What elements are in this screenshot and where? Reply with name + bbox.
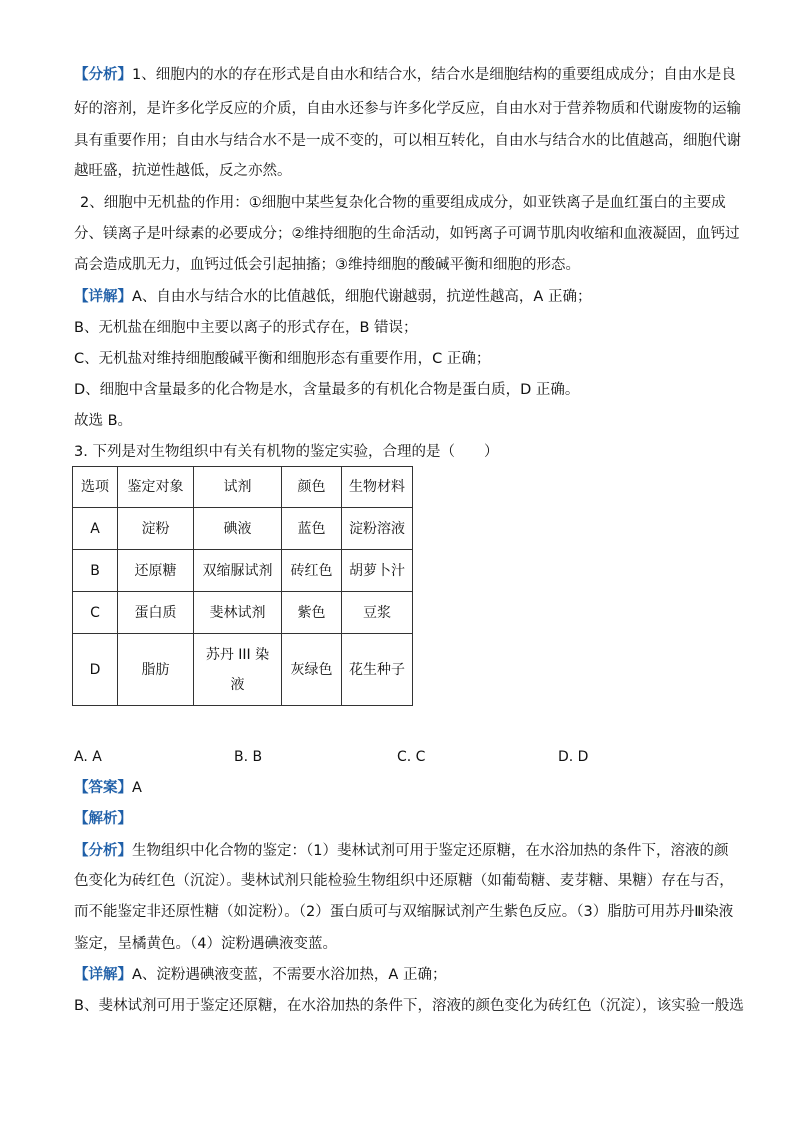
table-cell: 蛋白质 <box>118 592 194 634</box>
conclusion-line: 故选 B。 <box>74 413 133 429</box>
table-cell: 脂肪 <box>118 634 194 706</box>
analysis-label: 【分析】 <box>74 67 132 83</box>
header-option: 选项 <box>73 467 118 508</box>
question-stem: 3. 下列是对生物组织中有关有机物的鉴定实验，合理的是（ ） <box>74 444 499 460</box>
analysis2-line-2: 色变化为砖红色（沉淀）。斐林试剂只能检验生物组织中还原糖（如葡萄糖、麦芽糖、果糖）存在与否， <box>74 873 734 889</box>
analysis2-line-4: 鉴定，呈橘黄色。（4）淀粉遇碘液变蓝。 <box>74 936 337 952</box>
analysis2-label: 【分析】 <box>74 843 132 859</box>
table-cell: 碘液 <box>194 508 282 550</box>
table-cell: 苏丹 III 染 液 <box>194 634 282 706</box>
table-cell: 蓝色 <box>282 508 342 550</box>
analysis-line-4: 越旺盛，抗逆性越低，反之亦然。 <box>74 163 292 179</box>
analysis2-line-1: 【分析】生物组织中化合物的鉴定：（1）斐林试剂可用于鉴定还原糖，在水浴加热的条件下，溶液的颜 <box>74 843 729 859</box>
option-c: C. C <box>397 749 426 765</box>
table-cell: 砖红色 <box>282 550 342 592</box>
table-cell: 胡萝卜汁 <box>342 550 413 592</box>
table-cell: 双缩脲试剂 <box>194 550 282 592</box>
analysis-line-2: 好的溶剂，是许多化学反应的介质，自由水还参与许多化学反应，自由水对于营养物质和代谢废物的运输 <box>74 101 741 117</box>
detail2-label: 【详解】 <box>74 967 132 983</box>
table-cell: 斐林试剂 <box>194 592 282 634</box>
header-reagent: 试剂 <box>194 467 282 508</box>
table-cell: B <box>73 550 118 592</box>
table-cell: 豆浆 <box>342 592 413 634</box>
header-target: 鉴定对象 <box>118 467 194 508</box>
analysis2-line-3: 而不能鉴定非还原性糖（如淀粉）。（2）蛋白质可与双缩脲试剂产生紫色反应。（3）脂肪可用苏丹Ⅲ染液 <box>74 904 734 920</box>
detail-line-1: 【详解】A、自由水与结合水的比值越低，细胞代谢越弱，抗逆性越高，A 正确； <box>74 289 592 305</box>
question-table <box>72 466 413 706</box>
table-cell: 灰绿色 <box>282 634 342 706</box>
option-a: A. A <box>74 749 102 765</box>
detail2-line-1: 【详解】A、淀粉遇碘液变蓝，不需要水浴加热，A 正确； <box>74 967 447 983</box>
answer-line <box>74 779 724 797</box>
analysis-para2-line-3: 高会造成肌无力，血钙过低会引起抽搐；③维持细胞的酸碱平衡和细胞的形态。 <box>74 257 580 273</box>
explain-label: 【解析】 <box>74 811 132 827</box>
table-row <box>73 592 413 634</box>
detail2-line-2: B、斐林试剂可用于鉴定还原糖，在水浴加热的条件下，溶液的颜色变化为砖红色（沉淀），该实验一般选 <box>74 998 744 1014</box>
table-cell: 紫色 <box>282 592 342 634</box>
table-row <box>73 550 413 592</box>
detail-line-2: B、无机盐在细胞中主要以离子的形式存在，B 错误； <box>74 320 418 336</box>
table-cell: 淀粉 <box>118 508 194 550</box>
analysis-para2-line-2: 分、镁离子是叶绿素的必要成分；②维持细胞的生命活动，如钙离子可调节肌肉收缩和血液凝固，血钙过 <box>74 226 740 242</box>
table-cell: A <box>73 508 118 550</box>
detail-line-4: D、细胞中含量最多的化合物是水，含量最多的有机化合物是蛋白质，D 正确。 <box>74 382 580 398</box>
option-b: B. B <box>234 749 263 765</box>
table-cell: 还原糖 <box>118 550 194 592</box>
table-row <box>73 634 413 706</box>
analysis-line-3: 具有重要作用；自由水与结合水不是一成不变的，可以相互转化，自由水与结合水的比值越高，细胞代谢 <box>74 133 741 149</box>
answer-label: 【答案】 <box>74 780 132 796</box>
explain-line <box>74 810 724 828</box>
table-row <box>73 508 413 550</box>
table-cell: D <box>73 634 118 706</box>
option-d: D. D <box>558 749 589 765</box>
answer-value: A <box>132 780 142 796</box>
analysis-para2-line-1: 2、细胞中无机盐的作用：①细胞中某些复杂化合物的重要组成成分，如亚铁离子是血红蛋白的主要成 <box>80 195 726 211</box>
table-cell: 花生种子 <box>342 634 413 706</box>
header-material: 生物材料 <box>342 467 413 508</box>
table-cell: C <box>73 592 118 634</box>
analysis-line-1: 【分析】1、细胞内的水的存在形式是自由水和结合水，结合水是细胞结构的重要组成成分；自由水是良 <box>74 67 736 83</box>
table-header-row <box>73 467 413 508</box>
detail-label: 【详解】 <box>74 289 132 305</box>
table-cell: 淀粉溶液 <box>342 508 413 550</box>
detail-line-3: C、无机盐对维持细胞酸碱平衡和细胞形态有重要作用，C 正确； <box>74 351 491 367</box>
header-color: 颜色 <box>282 467 342 508</box>
